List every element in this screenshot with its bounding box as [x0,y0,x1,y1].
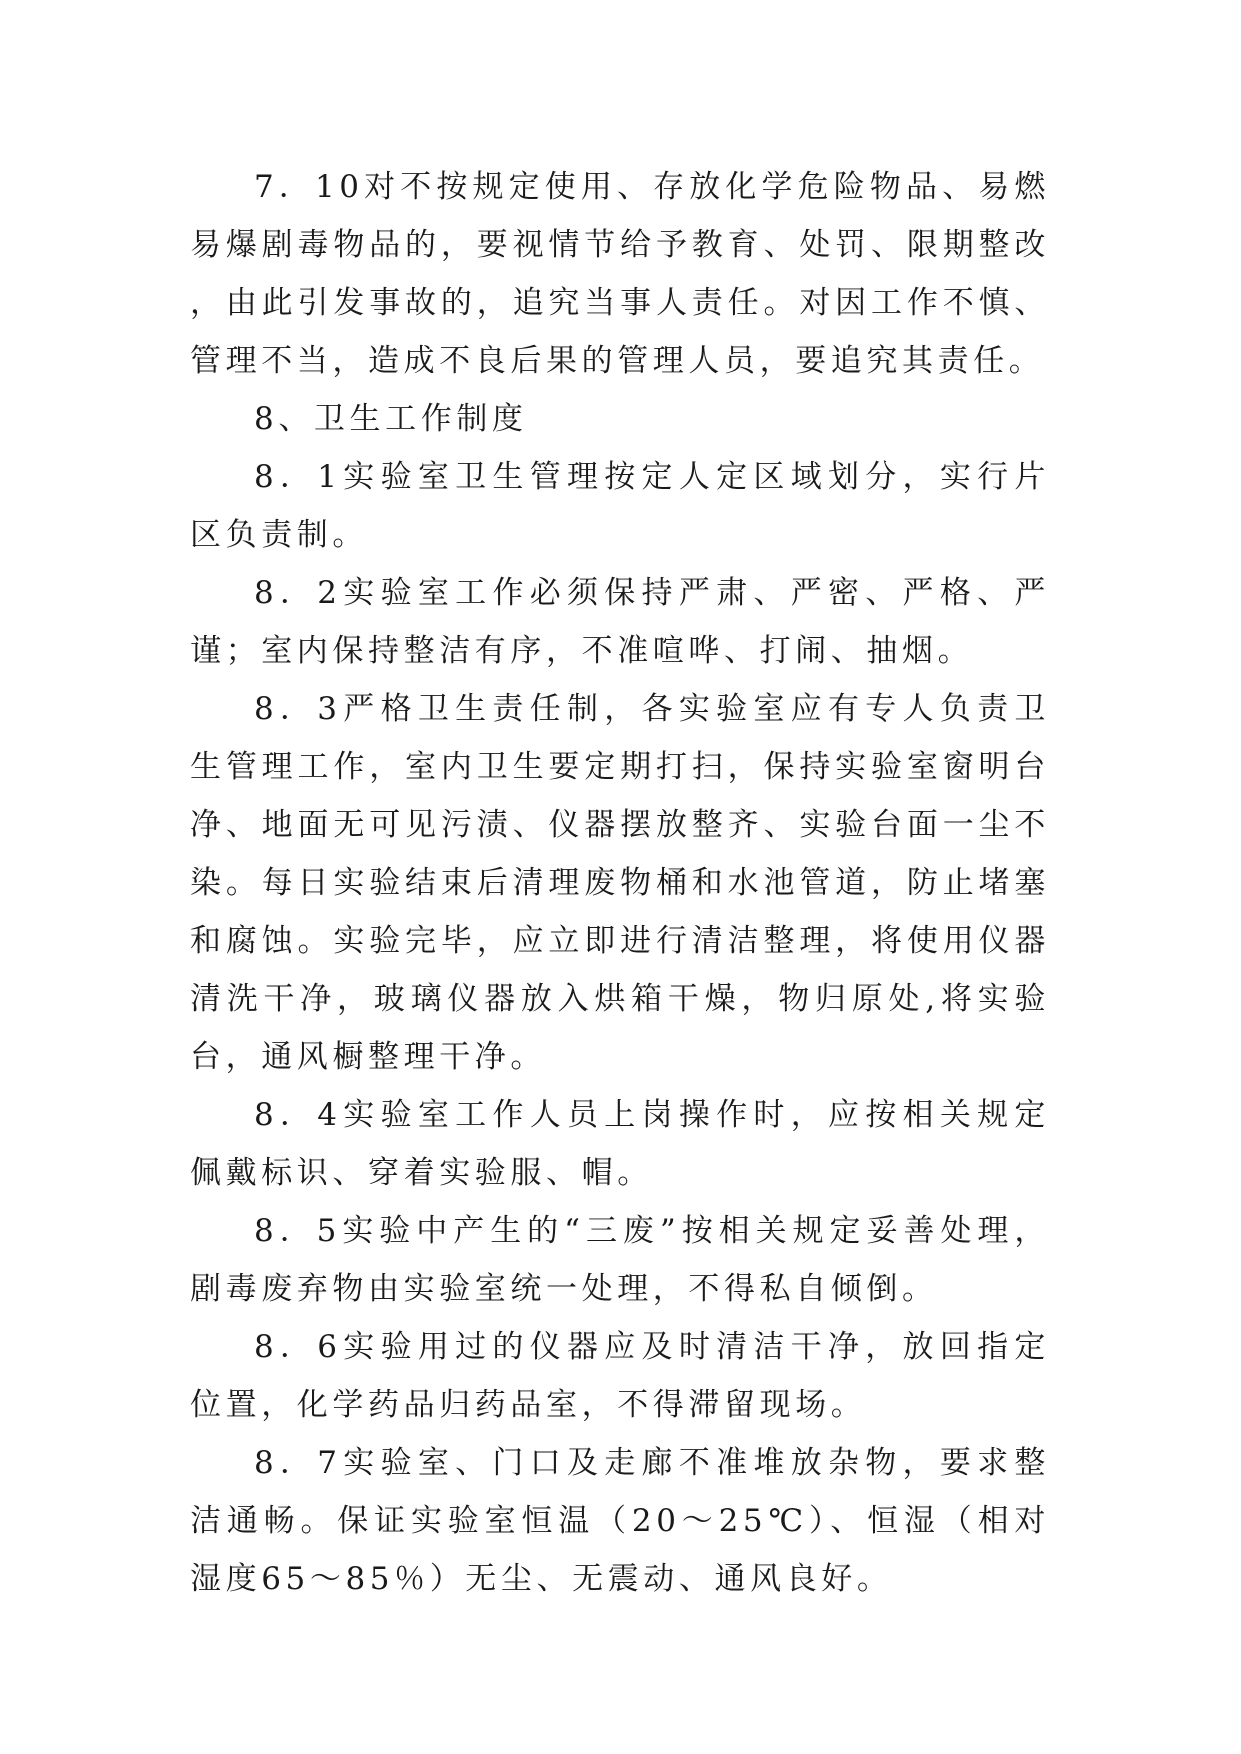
paragraph-8-3: 8．3严格卫生责任制，各实验室应有专人负责卫生管理工作，室内卫生要定期打扫，保持实验室窗明台净、地面无可见污渍、仪器摆放整齐、实验台面一尘不染。每日实验结束后清理废物桶和水池管道，防止堵塞和腐蚀。实验完毕，应立即进行清洁整理，将使用仪器清洗干净，玻璃仪器放入烘箱干燥，物归原处,将实验台，通风橱整理干净。 [190,691,1050,1075]
paragraph-8-5: 8．5实验中产生的“三废”按相关规定妥善处理，剧毒废弃物由实验室统一处理，不得私自倾倒。 [190,1213,1050,1307]
paragraph-8-1: 8．1实验室卫生管理按定人定区域划分，实行片区负责制。 [190,459,1050,553]
paragraph-8-4: 8．4实验室工作人员上岗操作时，应按相关规定佩戴标识、穿着实验服、帽。 [190,1097,1050,1191]
document-body [190,158,1050,1608]
paragraph-8-7: 8．7实验室、门口及走廊不准堆放杂物，要求整洁通畅。保证实验室恒温（20～25℃）、恒湿（相对湿度65～85％）无尘、无震动、通风良好。 [190,1445,1050,1597]
paragraph-8-2: 8．2实验室工作必须保持严肃、严密、严格、严谨；室内保持整洁有序，不准喧哗、打闹、抽烟。 [190,575,1050,669]
section-heading-8: 8、卫生工作制度 [254,401,528,437]
paragraph-7-10: 7．10对不按规定使用、存放化学危险物品、易燃易爆剧毒物品的，要视情节给予教育、处罚、限期整改，由此引发事故的，追究当事人责任。对因工作不慎、管理不当，造成不良后果的管理人员，要追究其责任。 [190,169,1050,379]
paragraph-8-6: 8．6实验用过的仪器应及时清洁干净，放回指定位置，化学药品归药品室，不得滞留现场。 [190,1329,1050,1423]
